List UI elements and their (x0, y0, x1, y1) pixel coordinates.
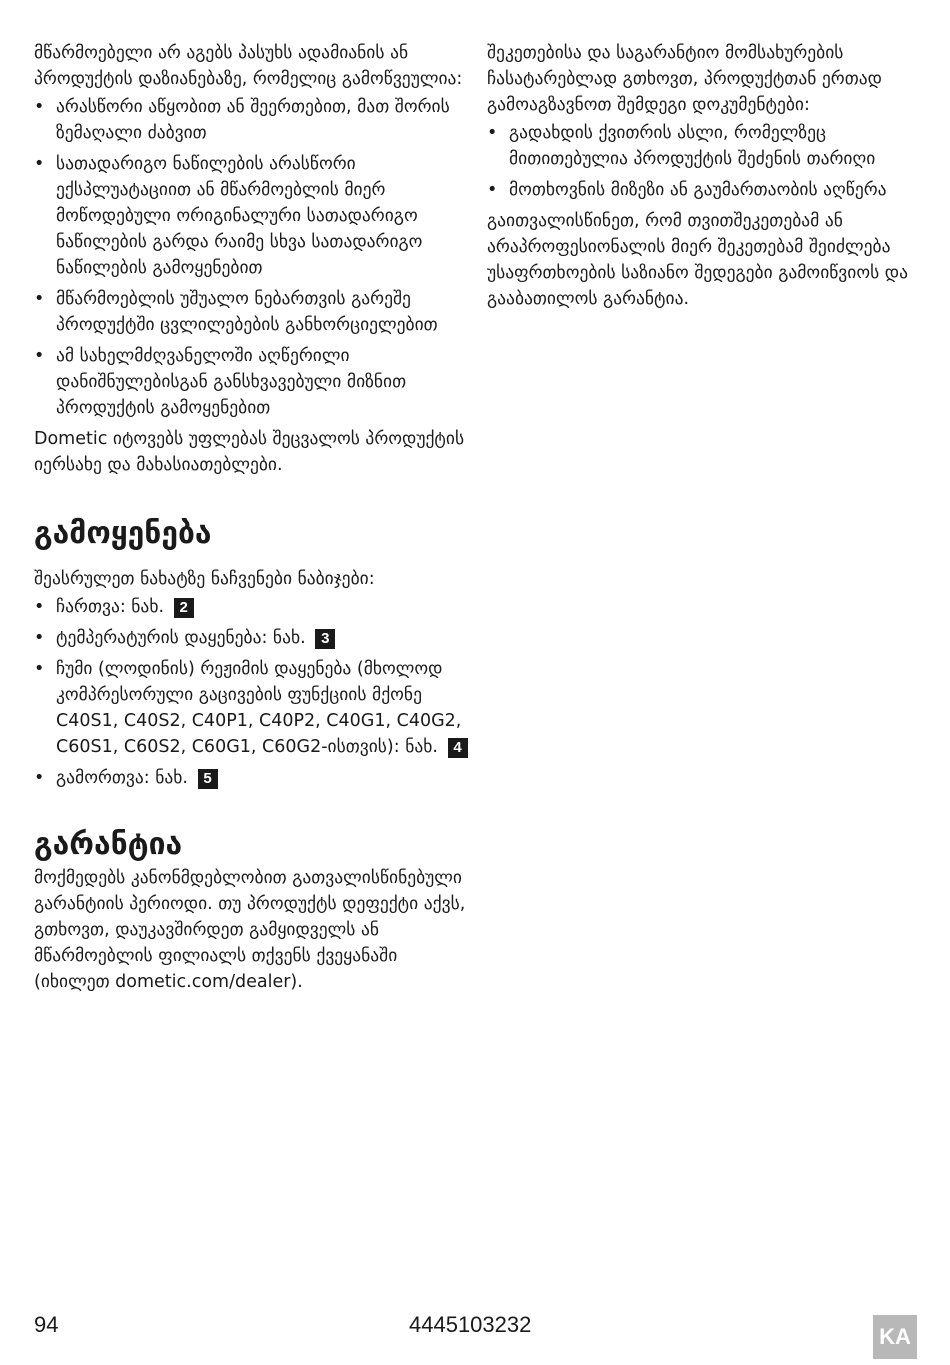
figure-number-badge: 3 (315, 629, 335, 649)
list-item-text: ამ სახელმძღვანელოში აღწერილი დანიშნულებისგან განსხვავებული მიზნით პროდუქტის გამოყენებით (56, 346, 407, 418)
document-code: 4445103232 (409, 1312, 532, 1337)
bullet-icon: • (487, 180, 498, 200)
bullet-icon: • (34, 346, 45, 366)
self-repair-note: გაითვალისწინეთ, რომ თვითშეკეთებამ ან არაპროფესიონალის მიერ შეკეთებამ შეიძლება უსაფრთხოების საზიანო შედეგები გამოიწვიოს და გააბათილოს გარანტია. (487, 211, 908, 309)
usage-intro: შეასრულეთ ნახატზე ნაჩვენები ნაბიჯები: (34, 569, 375, 589)
required-documents-list (487, 120, 927, 203)
liability-causes-list (34, 94, 474, 421)
bullet-icon: • (34, 597, 45, 617)
bullet-icon: • (34, 154, 45, 174)
list-item (34, 286, 474, 338)
usage-step-text: ჩართვა: ნახ. (56, 597, 165, 617)
language-tab: KA (873, 1315, 917, 1359)
usage-step (34, 765, 474, 791)
page-number: 94 (34, 1312, 59, 1337)
list-item (487, 177, 927, 203)
bullet-icon: • (34, 628, 45, 648)
usage-step (34, 594, 474, 620)
list-item (34, 151, 474, 281)
list-item-text: მოთხოვნის მიზეზი ან გაუმართაობის აღწერა (509, 180, 887, 200)
usage-step (34, 625, 474, 651)
usage-step-text: ჩუმი (ლოდინის) რეჟიმის დაყენება (მხოლოდ კომპრესორული გაცივების ფუნქციის მქონე C40S1, C40S2, C40P1, C40P2, C40G1, C40G2, C60S1, C60S2, C60G1, C60G2-ისთვის): ნახ. (56, 659, 462, 757)
list-item-text: არასწორი აწყობით ან შეერთებით, მათ შორის ზემაღალი ძაბვით (56, 97, 450, 143)
list-item-text: მწარმოებლის უშუალო ნებართვის გარეშე პროდუქტში ცვლილებების განხორციელებით (56, 289, 438, 335)
bullet-icon: • (487, 123, 498, 143)
warranty-heading: გარანტია (34, 827, 183, 862)
usage-steps-list (34, 594, 474, 791)
bullet-icon: • (34, 768, 45, 788)
liability-intro: მწარმოებელი არ აგებს პასუხს ადამიანის ან პროდუქტის დაზიანებაზე, რომელიც გამოწვეულია: (34, 43, 463, 89)
bullet-icon: • (34, 289, 45, 309)
list-item (487, 120, 927, 172)
rights-paragraph: Dometic იტოვებს უფლებას შეცვალოს პროდუქტის იერსახე და მახასიათებლები. (34, 429, 465, 475)
bullet-icon: • (34, 97, 45, 117)
usage-step (34, 656, 474, 760)
usage-heading: გამოყენება (34, 516, 212, 551)
figure-number-badge: 5 (198, 769, 218, 789)
usage-step-text: გამორთვა: ნახ. (56, 768, 188, 788)
list-item (34, 94, 474, 146)
list-item-text: სათადარიგო ნაწილების არასწორი ექსპლუატაციით ან მწარმოებლის მიერ მოწოდებული ორიგინალური სათადარიგო ნაწილების გარდა რაიმე სხვა სათადარიგო ნაწილების გამოყენებით (56, 154, 423, 278)
repair-intro: შეკეთებისა და საგარანტიო მომსახურების ჩასატარებლად გთხოვთ, პროდუქტთან ერთად გამოაგზავნოთ შემდეგი დოკუმენტები: (487, 43, 882, 115)
right-column (487, 40, 927, 314)
bullet-icon: • (34, 659, 45, 679)
warranty-body: მოქმედებს კანონმდებლობით გათვალისწინებული გარანტიის პერიოდი. თუ პროდუქტს დეფექტი აქვს, გთხოვთ, დაუკავშირდეთ გამყიდველს ან მწარმოებლის ფილიალს თქვენს ქვეყანაში (იხილეთ dometic.com/dealer). (34, 868, 466, 992)
figure-number-badge: 2 (174, 598, 194, 618)
usage-step-text: ტემპერატურის დაყენება: ნახ. (56, 628, 306, 648)
list-item-text: გადახდის ქვითრის ასლი, რომელზეც მითითებულია პროდუქტის შეძენის თარიღი (509, 123, 876, 169)
list-item (34, 343, 474, 421)
figure-number-badge: 4 (448, 738, 468, 758)
left-column (34, 40, 474, 997)
